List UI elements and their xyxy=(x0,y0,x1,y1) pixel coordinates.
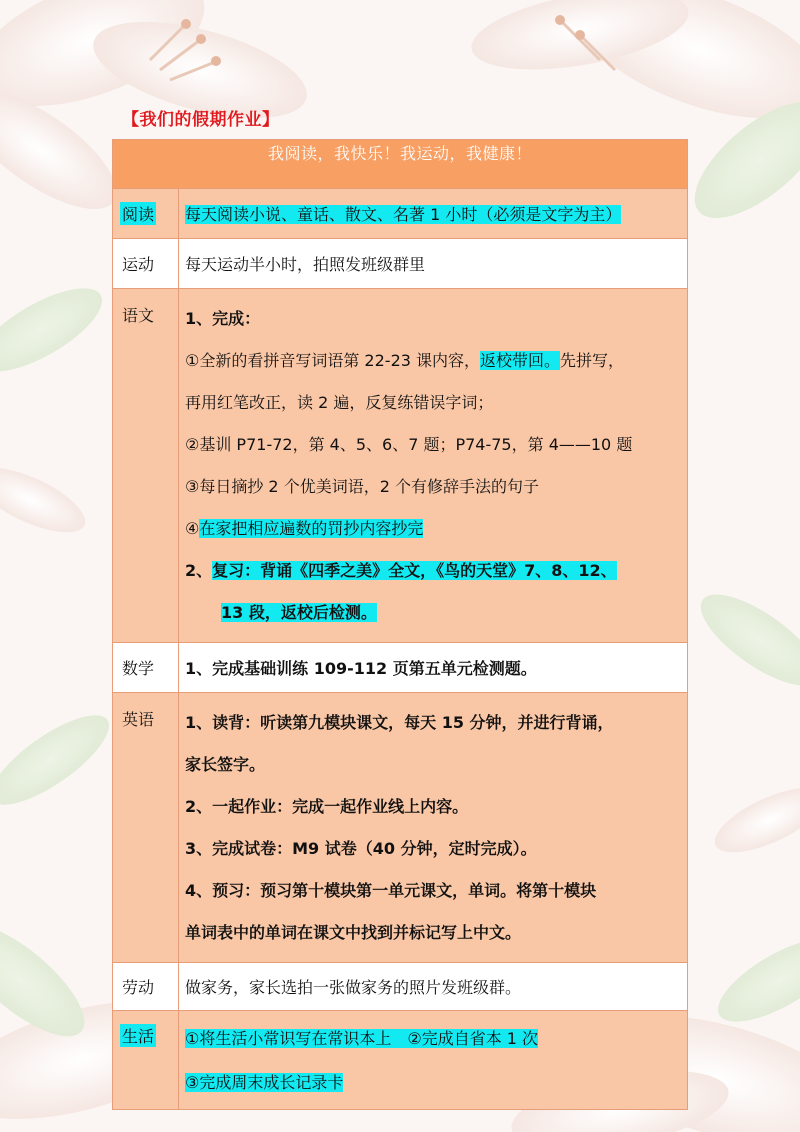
chinese-line-8: 13 段，返校后检测。 xyxy=(221,603,377,622)
chinese-highlight-review: 复习：背诵《四季之美》全文，《鸟的天堂》7、8、12、 xyxy=(212,561,617,580)
chinese-highlight-return: 返校带回。 xyxy=(480,351,561,370)
chinese-line-4: ②基训 P71-72，第 4、5、6、7 题；P74-75，第 4——10 题 xyxy=(185,435,633,454)
subject-math: 数学 xyxy=(122,659,155,678)
document-title: 【我们的假期作业】 xyxy=(122,110,280,130)
homework-table xyxy=(112,139,688,1110)
english-line-1: 1、读背：听读第九模块课文，每天 15 分钟，并进行背诵， xyxy=(185,713,614,732)
subject-chinese: 语文 xyxy=(122,306,155,325)
life-line-1: ①将生活小常识写在常识本上 ②完成自省本 1 次 xyxy=(185,1029,539,1048)
subject-labor: 劳动 xyxy=(122,978,155,997)
english-line-6: 单词表中的单词在课文中找到并标记写上中文。 xyxy=(185,923,522,942)
subject-english: 英语 xyxy=(122,710,155,729)
chinese-line-5: ③每日摘抄 2 个优美词语，2 个有修辞手法的句子 xyxy=(185,477,539,496)
english-line-3: 2、一起作业：完成一起作业线上内容。 xyxy=(185,797,469,816)
math-task: 1、完成基础训练 109-112 页第五单元检测题。 xyxy=(185,659,537,678)
row-chinese xyxy=(113,289,688,643)
slogan-banner: 我阅读，我快乐！我运动，我健康！ xyxy=(113,140,688,189)
english-line-4: 3、完成试卷：M9 试卷（40 分钟，定时完成）。 xyxy=(185,839,537,858)
english-line-5: 4、预习：预习第十模块第一单元课文，单词。将第十模块 xyxy=(185,881,597,900)
english-line-2: 家长签字。 xyxy=(185,755,266,774)
row-english xyxy=(113,693,688,963)
row-sports xyxy=(113,239,688,289)
subject-life: 生活 xyxy=(120,1024,156,1047)
chinese-highlight-copy: 在家把相应遍数的罚抄内容抄完 xyxy=(199,519,424,538)
subject-reading: 阅读 xyxy=(120,202,156,225)
labor-task: 做家务，家长选拍一张做家务的照片发班级群。 xyxy=(185,978,522,997)
life-line-2: ③完成周末成长记录卡 xyxy=(185,1073,344,1092)
reading-task: 每天阅读小说、童话、散文、名著 1 小时（必须是文字为主） xyxy=(185,205,622,224)
subject-sports: 运动 xyxy=(122,255,155,274)
row-reading xyxy=(113,189,688,239)
chinese-line-7: 2、复习：背诵《四季之美》全文，《鸟的天堂》7、8、12、 xyxy=(185,561,617,580)
sports-task: 每天运动半小时，拍照发班级群里 xyxy=(185,255,426,274)
chinese-line-6: ④在家把相应遍数的罚抄内容抄完 xyxy=(185,519,424,538)
slogan-row xyxy=(113,140,688,189)
chinese-line-2: ①全新的看拼音写词语第 22-23 课内容，返校带回。先拼写， xyxy=(185,351,625,370)
row-life xyxy=(113,1011,688,1110)
row-math xyxy=(113,643,688,693)
row-labor xyxy=(113,963,688,1011)
chinese-line-1: 1、完成： xyxy=(185,309,261,328)
chinese-line-3: 再用红笔改正，读 2 遍，反复练错误字词； xyxy=(185,393,494,412)
